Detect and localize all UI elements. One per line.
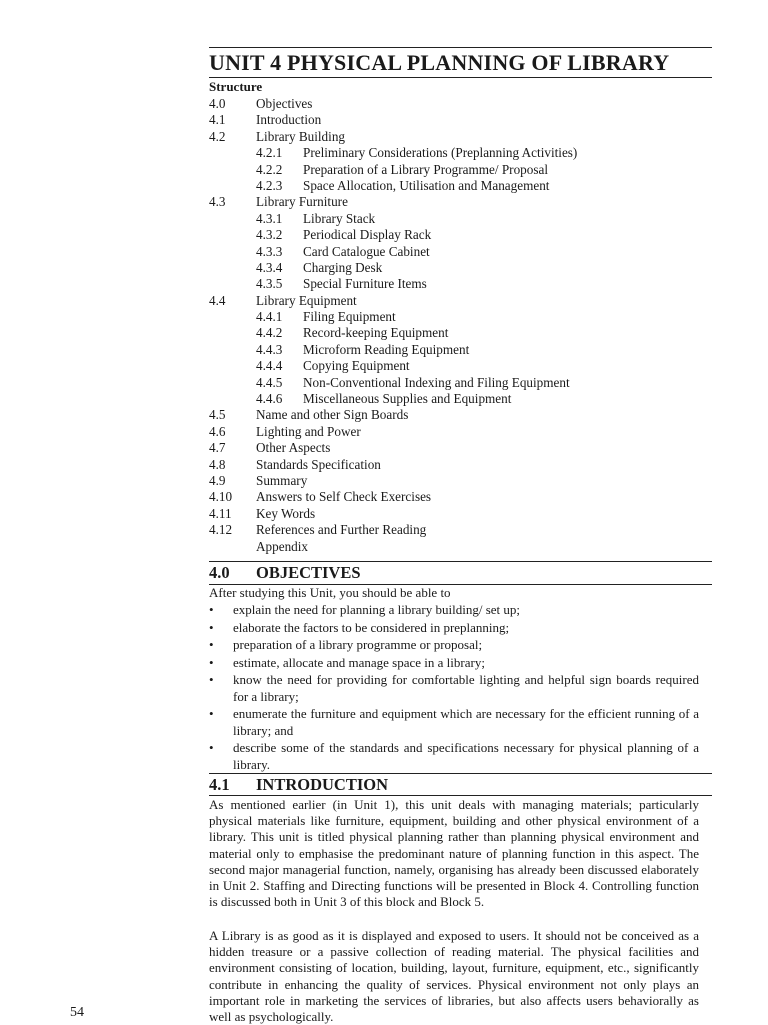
- toc-entry-number: 4.4.1: [256, 309, 283, 325]
- toc-entry-label: Periodical Display Rack: [303, 227, 432, 243]
- toc-entry: [209, 391, 712, 407]
- page-number: 54: [70, 1005, 84, 1020]
- objectives-intro: After studying this Unit, you should be able to: [209, 585, 451, 600]
- toc-entry: [209, 293, 712, 309]
- toc-entry: [209, 309, 712, 325]
- toc-entry-number: 4.10: [209, 489, 233, 505]
- toc-entry-label: Space Allocation, Utilisation and Management: [303, 177, 550, 193]
- toc-entry: [209, 506, 712, 522]
- toc-entry-number: 4.8: [209, 456, 226, 472]
- toc-entry: [209, 522, 712, 538]
- bullet-icon: •: [209, 637, 214, 652]
- unit-title: UNIT 4 PHYSICAL PLANNING OF LIBRARY: [209, 50, 670, 75]
- toc-entry-number: 4.12: [209, 522, 233, 538]
- objective-text: enumerate the furniture and equipment which are necessary for the efficient running of a library; and: [233, 706, 699, 738]
- toc-entry-label: Library Building: [256, 128, 346, 144]
- introduction-paragraph-1: As mentioned earlier (in Unit 1), this unit deals with managing materials; particularly physical materials like furniture, equipment, building and other physical environment of a library. This unit is titled physical planning rather than planning physical environment and material only to emphasise the predominant nature of planning function in this aspect. The second major managerial function, namely, organising has already been discussed elaborately in Unit 2. Staffing and Directing functions will be presented in Block 4. Controlling function is discussed both in Unit 3 of this block and Block 5.: [209, 797, 699, 910]
- toc-entry: [209, 178, 712, 194]
- toc-entry-number: 4.3.5: [256, 276, 283, 292]
- toc-entry-number: 4.2.3: [256, 177, 283, 193]
- toc-entry-number: 4.2.1: [256, 145, 283, 161]
- title-underline: [209, 77, 712, 78]
- toc-entry-label: Key Words: [256, 505, 316, 521]
- objective-text: explain the need for planning a library building/ set up;: [233, 602, 521, 617]
- toc-entry-label: Library Stack: [303, 210, 376, 226]
- toc-entry-label: Non-Conventional Indexing and Filing Equipment: [303, 374, 570, 390]
- objectives-rule-top: [209, 561, 712, 562]
- toc-entry-label: Summary: [256, 472, 308, 488]
- toc-entry: [209, 473, 712, 489]
- toc-entry-label: Other Aspects: [256, 440, 331, 456]
- bullet-icon: •: [209, 654, 214, 670]
- objective-text: describe some of the standards and specifications necessary for physical planning of a library.: [233, 740, 699, 772]
- toc-entry-number: 4.4.4: [256, 358, 283, 374]
- objective-bullet: [209, 602, 699, 619]
- bullet-icon: •: [209, 602, 214, 617]
- toc-entry-number: 4.4.6: [256, 391, 283, 407]
- bullet-icon: •: [209, 706, 214, 721]
- toc-entry-label: Introduction: [256, 112, 322, 128]
- objective-bullet: [209, 637, 699, 654]
- objectives-heading: [209, 563, 361, 583]
- objective-text: elaborate the factors to be considered in preplanning;: [233, 619, 510, 635]
- toc-entry-number: 4.5: [209, 407, 226, 423]
- toc-entry-number: 4.3.2: [256, 227, 283, 243]
- objective-text: preparation of a library programme or proposal;: [233, 637, 483, 652]
- toc-entry-number: 4.4.3: [256, 341, 283, 357]
- toc-entry-label: Card Catalogue Cabinet: [303, 243, 430, 259]
- toc-entry-label: Lighting and Power: [256, 423, 361, 439]
- structure-heading: Structure: [209, 79, 263, 94]
- toc-entry: [209, 358, 712, 374]
- bullet-icon: •: [209, 619, 214, 635]
- toc-entry: [209, 211, 712, 227]
- toc-entry: [209, 194, 712, 210]
- toc-entry-number: 4.3.4: [256, 259, 283, 275]
- toc-entry-label: Library Furniture: [256, 194, 348, 210]
- objective-text: estimate, allocate and manage space in a library;: [233, 654, 485, 670]
- objectives-number: 4.0: [209, 563, 230, 582]
- toc-entry: [209, 96, 712, 112]
- toc-entry-label: Special Furniture Items: [303, 276, 427, 292]
- toc-entry-number: 4.2.2: [256, 161, 283, 177]
- toc-entry-label: Record-keeping Equipment: [303, 325, 449, 341]
- toc-entry-number: 4.11: [209, 505, 232, 521]
- toc-entry: [209, 227, 712, 243]
- toc-entry-label: Copying Equipment: [303, 358, 410, 374]
- toc-entry: [209, 342, 712, 358]
- toc-entry-number: 4.9: [209, 472, 226, 488]
- objective-bullet: [209, 655, 699, 672]
- toc-entry-label: Objectives: [256, 96, 313, 111]
- toc-entry-number: 4.3.1: [256, 210, 283, 226]
- introduction-title: INTRODUCTION: [256, 775, 389, 794]
- objective-text: know the need for providing for comfortable lighting and helpful sign boards required for a library;: [233, 672, 699, 704]
- bullet-icon: •: [209, 740, 214, 755]
- toc-entry-label: Filing Equipment: [303, 309, 396, 325]
- objective-bullet: [209, 672, 699, 705]
- toc-entry: [209, 424, 712, 440]
- objectives-list: [209, 602, 699, 774]
- toc-entry: [209, 112, 712, 128]
- toc-entry: [209, 145, 712, 161]
- toc-entry: [209, 260, 712, 276]
- toc-entry: [209, 325, 712, 341]
- objective-bullet: [209, 620, 699, 637]
- introduction-number: 4.1: [209, 775, 230, 794]
- top-rule: [209, 47, 712, 48]
- toc-entry-label: Name and other Sign Boards: [256, 407, 409, 423]
- toc-entry-label: Miscellaneous Supplies and Equipment: [303, 391, 512, 407]
- toc-entry-number: 4.7: [209, 440, 226, 456]
- toc-entry-label: Answers to Self Check Exercises: [256, 489, 432, 505]
- bullet-icon: •: [209, 672, 214, 687]
- toc-entry-label: Library Equipment: [256, 292, 357, 308]
- toc-entry-label: Preparation of a Library Programme/ Proposal: [303, 161, 548, 177]
- toc-entry: [209, 440, 712, 456]
- toc-entry: [209, 539, 712, 555]
- toc-entry-number: 4.4: [209, 292, 226, 308]
- toc-entry: [209, 129, 712, 145]
- toc-entry-label: Preliminary Considerations (Preplanning Activities): [303, 145, 578, 161]
- introduction-paragraph-2: A Library is as good as it is displayed and exposed to users. It should not be conceived as a hidden treasure or a passive collection of reading material. The physical facilities and environment consisting of location, building, layout, furniture, equipment, etc., significantly contribute in enhancing the quality of services. Physical environment not only plays an important role in marketing the services of libraries, but also affects users behaviorally as well as psychologically.: [209, 928, 699, 1025]
- toc-entry-label: Microform Reading Equipment: [303, 341, 470, 357]
- toc-entry-number: 4.2: [209, 128, 226, 144]
- toc-entry-label: Standards Specification: [256, 456, 381, 472]
- table-of-contents: [209, 96, 712, 555]
- introduction-rule-bottom: [209, 795, 712, 796]
- toc-entry-label: Charging Desk: [303, 259, 383, 275]
- toc-entry: [209, 276, 712, 292]
- toc-entry-label: References and Further Reading: [256, 522, 427, 538]
- introduction-heading: [209, 775, 388, 795]
- toc-entry-number: 4.4.2: [256, 325, 283, 341]
- toc-entry-number: 4.3.3: [256, 243, 283, 259]
- objective-bullet: [209, 740, 699, 773]
- toc-entry: [209, 457, 712, 473]
- toc-entry-number: 4.3: [209, 194, 226, 210]
- toc-entry-number: 4.1: [209, 112, 226, 128]
- toc-entry: [209, 375, 712, 391]
- objective-bullet: [209, 706, 699, 739]
- toc-entry: [209, 162, 712, 178]
- toc-entry-label: Appendix: [256, 538, 309, 554]
- toc-entry-number: 4.6: [209, 423, 226, 439]
- toc-entry-number: 4.0: [209, 96, 226, 111]
- introduction-rule-top: [209, 773, 712, 774]
- toc-entry: [209, 489, 712, 505]
- objectives-title: OBJECTIVES: [256, 563, 361, 582]
- toc-entry: [209, 407, 712, 423]
- toc-entry-number: 4.4.5: [256, 374, 283, 390]
- toc-entry: [209, 244, 712, 260]
